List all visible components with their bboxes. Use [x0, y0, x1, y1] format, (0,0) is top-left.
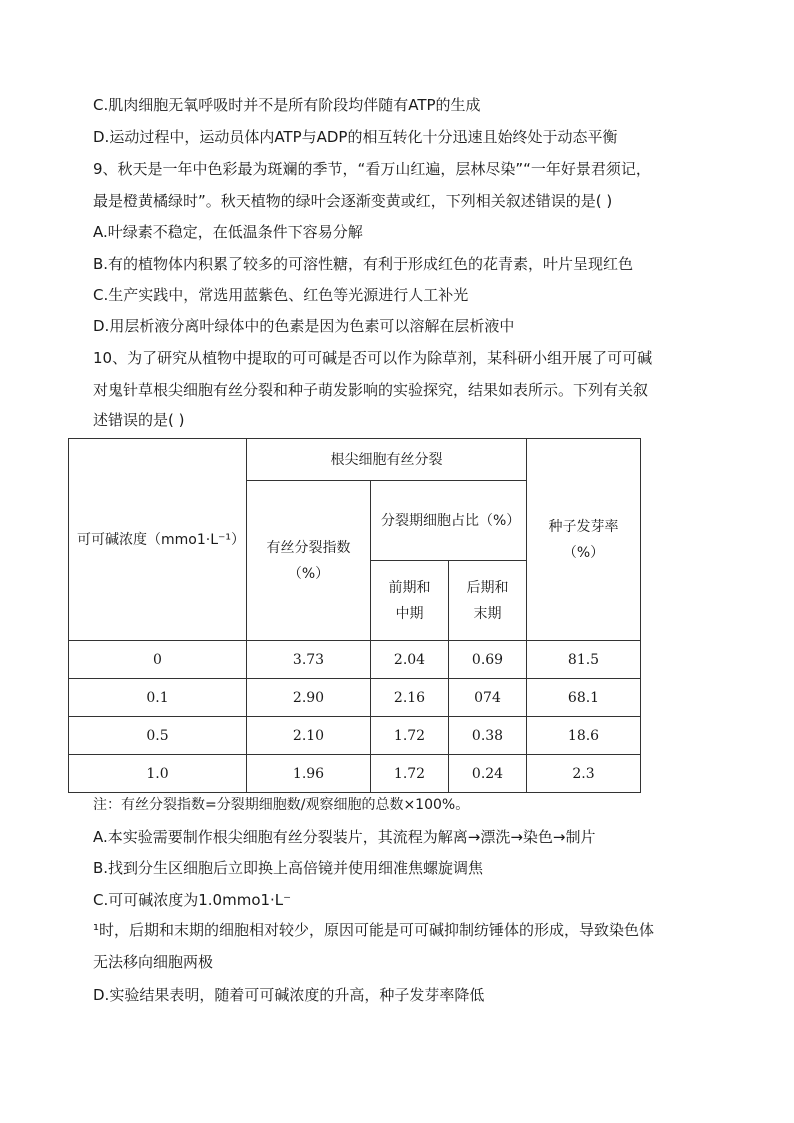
cell-mitotic-index: 2.10: [247, 717, 371, 755]
table-row: [69, 755, 641, 793]
question-9-stem-line2: 最是橙黄橘绿时”。秋天植物的绿叶会逐渐变黄或红，下列相关叙述错误的是( ): [93, 192, 613, 210]
cell-anaphase-telophase: 0.69: [449, 641, 527, 679]
option-a-q9: A.叶绿素不稳定，在低温条件下容易分解: [93, 223, 363, 241]
cell-concentration: 0.1: [69, 679, 247, 717]
cell-germination: 2.3: [527, 755, 641, 793]
cell-mitotic-index: 2.90: [247, 679, 371, 717]
option-c-q8: C.肌肉细胞无氧呼吸时并不是所有阶段均伴随有ATP的生成: [93, 96, 481, 114]
cell-concentration: 1.0: [69, 755, 247, 793]
option-b-q10: B.找到分生区细胞后立即换上高倍镜并使用细准焦螺旋调焦: [93, 859, 484, 877]
option-c-q10-line2: ¹时，后期和末期的细胞相对较少，原因可能是可可碱抑制纺锤体的形成，导致染色体: [93, 921, 655, 939]
cell-prophase-metaphase: 1.72: [371, 717, 449, 755]
results-table: [68, 438, 641, 793]
header-mitotic-index: 有丝分裂指数（%）: [247, 481, 371, 641]
option-c-q10-line3: 无法移向细胞两极: [93, 953, 214, 971]
cell-germination: 18.6: [527, 717, 641, 755]
cell-concentration: 0.5: [69, 717, 247, 755]
cell-anaphase-telophase: 0.38: [449, 717, 527, 755]
question-10-stem-line3: 述错误的是( ): [93, 411, 185, 429]
cell-prophase-metaphase: 2.16: [371, 679, 449, 717]
option-b-q9: B.有的植物体内积累了较多的可溶性糖，有利于形成红色的花青素，叶片呈现红色: [93, 255, 634, 273]
cell-anaphase-telophase: 0.24: [449, 755, 527, 793]
cell-germination: 81.5: [527, 641, 641, 679]
table-row: [69, 679, 641, 717]
cell-prophase-metaphase: 1.72: [371, 755, 449, 793]
option-a-q10: A.本实验需要制作根尖细胞有丝分裂装片，其流程为解离→漂洗→染色→制片: [93, 828, 596, 846]
results-table-wrapper: [68, 438, 641, 793]
cell-germination: 68.1: [527, 679, 641, 717]
cell-mitotic-index: 1.96: [247, 755, 371, 793]
header-division-ratio: 分裂期细胞占比（%）: [371, 481, 527, 561]
header-root-mitosis: 根尖细胞有丝分裂: [247, 439, 527, 481]
cell-anaphase-telophase: 074: [449, 679, 527, 717]
cell-mitotic-index: 3.73: [247, 641, 371, 679]
option-d-q8: D.运动过程中，运动员体内ATP与ADP的相互转化十分迅速且始终处于动态平衡: [93, 128, 618, 146]
cell-concentration: 0: [69, 641, 247, 679]
question-9-stem-line1: 9、秋天是一年中色彩最为斑斓的季节，“看万山红遍，层林尽染”“一年好景君须记，: [93, 160, 651, 178]
option-c-q9: C.生产实践中，常选用蓝紫色、红色等光源进行人工补光: [93, 286, 469, 304]
table-note: 注：有丝分裂指数=分裂期细胞数/观察细胞的总数×100%。: [93, 797, 470, 813]
cell-prophase-metaphase: 2.04: [371, 641, 449, 679]
question-10-stem-line1: 10、为了研究从植物中提取的可可碱是否可以作为除草剂，某科研小组开展了可可碱: [93, 349, 653, 367]
header-prophase-metaphase: 前期和中期: [371, 561, 449, 641]
table-row: [69, 641, 641, 679]
header-concentration: 可可碱浓度（mmo1·L⁻¹）: [69, 439, 247, 641]
table-row: [69, 717, 641, 755]
header-anaphase-telophase: 后期和末期: [449, 561, 527, 641]
question-10-stem-line2: 对鬼针草根尖细胞有丝分裂和种子萌发影响的实验探究，结果如表所示。下列有关叙: [93, 381, 649, 399]
header-germination-rate: 种子发芽率（%）: [527, 439, 641, 641]
option-c-q10-line1: C.可可碱浓度为1.0mmo1·L⁻: [93, 891, 292, 909]
option-d-q9: D.用层析液分离叶绿体中的色素是因为色素可以溶解在层析液中: [93, 317, 515, 335]
option-d-q10: D.实验结果表明，随着可可碱浓度的升高，种子发芽率降低: [93, 986, 485, 1004]
